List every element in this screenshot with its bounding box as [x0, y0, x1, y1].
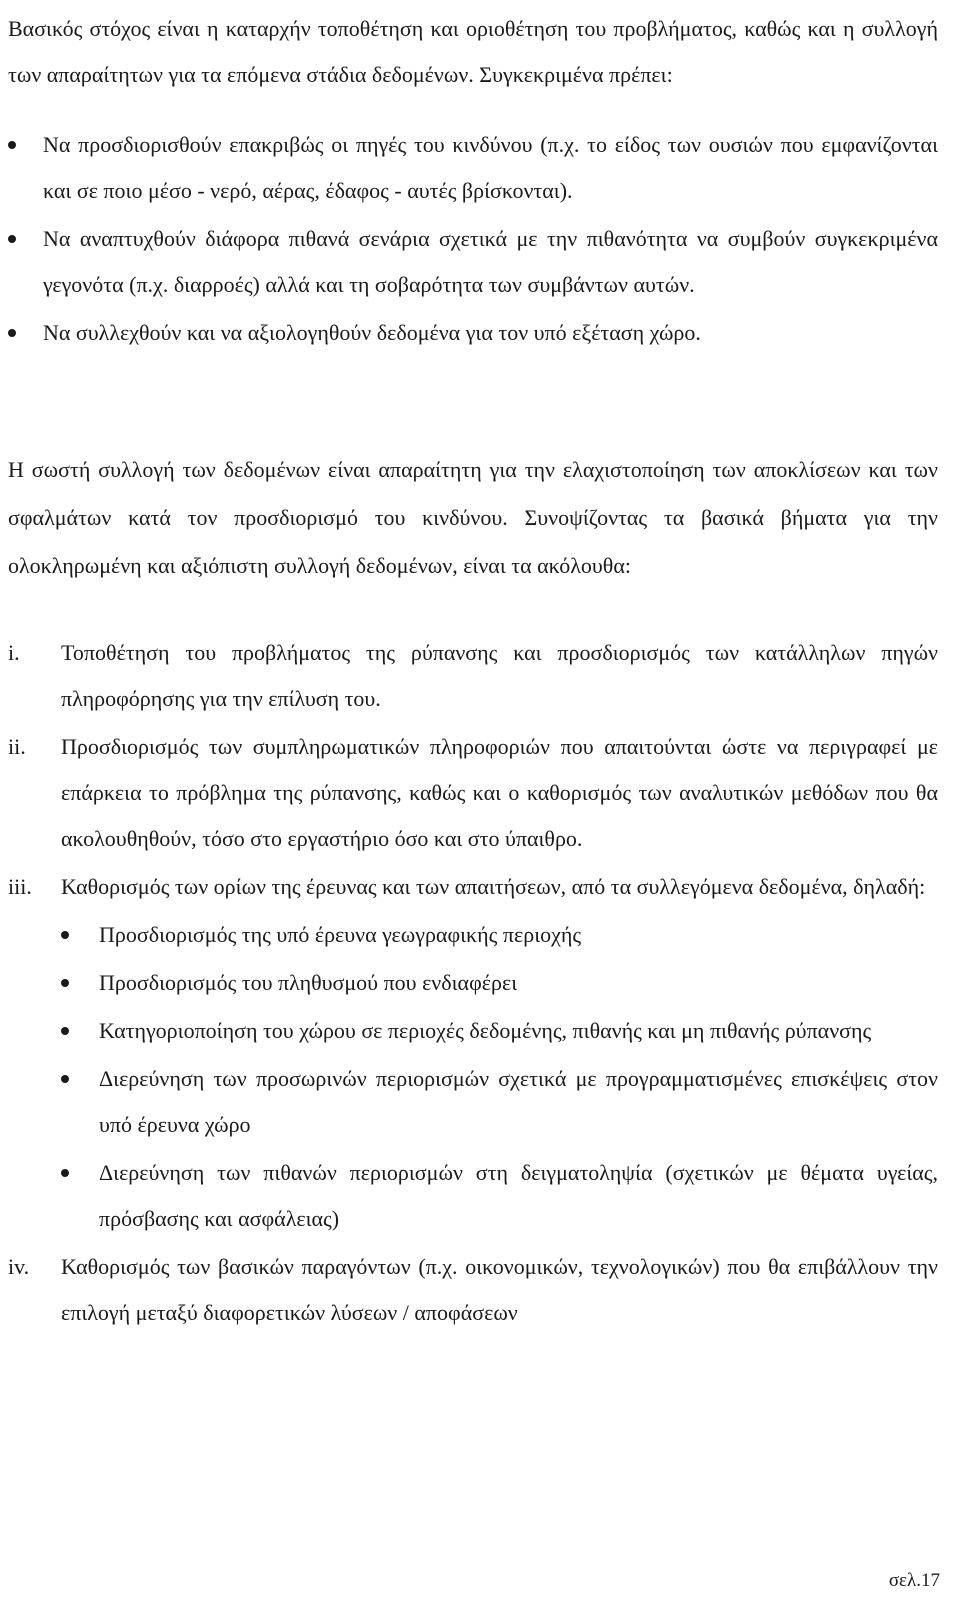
bullet-icon — [61, 1027, 69, 1035]
substep-item — [61, 960, 938, 1006]
step-text: Καθορισμός των ορίων της έρευνας και των απαιτήσεων, από τα συλλεγόμενα δεδομένα, δηλαδή: — [61, 874, 926, 899]
substep-list — [61, 912, 938, 1242]
step-text: Τοποθέτηση του προβλήματος της ρύπανσης και προσδιορισμός των κατάλληλων πηγών πληροφόρησης για την επίλυση του. — [61, 640, 938, 711]
substep-text: Κατηγοριοποίηση του χώρου σε περιοχές δεδομένης, πιθανής και μη πιθανής ρύπανσης — [99, 1018, 872, 1043]
summary-paragraph: Η σωστή συλλογή των δεδομένων είναι απαραίτητη για την ελαχιστοποίηση των αποκλίσεων και των σφαλμάτων κατά τον προσδιορισμό του κινδύνου. Συνοψίζοντας τα βασικά βήματα για την ολοκληρωμένη και αξιόπιστη συλλογή δεδομένων, είναι τα ακόλουθα: — [8, 457, 938, 578]
steps-list — [8, 630, 938, 1336]
step-text: Καθορισμός των βασικών παραγόντων (π.χ. οικονομικών, τεχνολογικών) που θα επιβάλλουν την επιλογή μεταξύ διαφορετικών λύσεων / αποφάσεων — [61, 1254, 938, 1325]
substep-text: Προσδιορισμός της υπό έρευνα γεωγραφικής περιοχής — [99, 922, 582, 947]
step-number: iii. — [8, 874, 32, 899]
substep-text: Διερεύνηση των πιθανών περιορισμών στη δειγματοληψία (σχετικών με θέματα υγείας, πρόσβασης και ασφάλειας) — [99, 1160, 938, 1231]
list-item-text: Να αναπτυχθούν διάφορα πιθανά σενάρια σχετικά με την πιθανότητα να συμβούν συγκεκριμένα γεγονότα (π.χ. διαρροές) αλλά και τη σοβαρότητα των συμβάντων αυτών. — [43, 226, 938, 297]
list-item — [8, 216, 938, 308]
list-item-text: Να συλλεχθούν και να αξιολογηθούν δεδομένα για τον υπό εξέταση χώρο. — [43, 320, 701, 345]
step-number: ii. — [8, 734, 26, 759]
step-number: i. — [8, 640, 20, 665]
step-item — [8, 1244, 938, 1336]
step-number: iv. — [8, 1254, 30, 1279]
step-item — [8, 864, 938, 1242]
page-number: σελ.17 — [888, 1570, 940, 1591]
bullet-icon — [8, 329, 16, 337]
bullet-icon — [8, 235, 16, 243]
intro-paragraph: Βασικός στόχος είναι η καταρχήν τοποθέτηση και οριοθέτηση του προβλήματος, καθώς και η συλλογή των απαραίτητων για τα επόμενα στάδια δεδομένων. Συγκεκριμένα πρέπει: — [8, 16, 938, 87]
substep-item — [61, 1150, 938, 1242]
list-item-text: Να προσδιορισθούν επακριβώς οι πηγές του κινδύνου (π.χ. το είδος των ουσιών που εμφανίζονται και σε ποιο μέσο - νερό, αέρας, έδαφος - αυτές βρίσκονται). — [43, 132, 938, 203]
step-item — [8, 630, 938, 722]
bullet-icon — [61, 931, 69, 939]
step-text: Προσδιορισμός των συμπληρωματικών πληροφοριών που απαιτούνται ώστε να περιγραφεί με επάρκεια το πρόβλημα της ρύπανσης, καθώς και ο καθορισμός των αναλυτικών μεθόδων που θα ακολουθηθούν, τόσο στο εργαστήριο όσο και στο ύπαιθρο. — [61, 734, 938, 851]
substep-item — [61, 1056, 938, 1148]
bullet-list — [8, 122, 938, 356]
bullet-icon — [61, 1169, 69, 1177]
substep-text: Διερεύνηση των προσωρινών περιορισμών σχετικά με προγραμματισμένες επισκέψεις στον υπό έρευνα χώρο — [99, 1066, 938, 1137]
substep-item — [61, 1008, 938, 1054]
bullet-icon — [61, 1075, 69, 1083]
substep-item — [61, 912, 938, 958]
bullet-icon — [8, 141, 16, 149]
bullet-icon — [61, 979, 69, 987]
list-item — [8, 122, 938, 214]
step-item — [8, 724, 938, 862]
substep-text: Προσδιορισμός του πληθυσμού που ενδιαφέρει — [99, 970, 518, 995]
list-item — [8, 310, 938, 356]
